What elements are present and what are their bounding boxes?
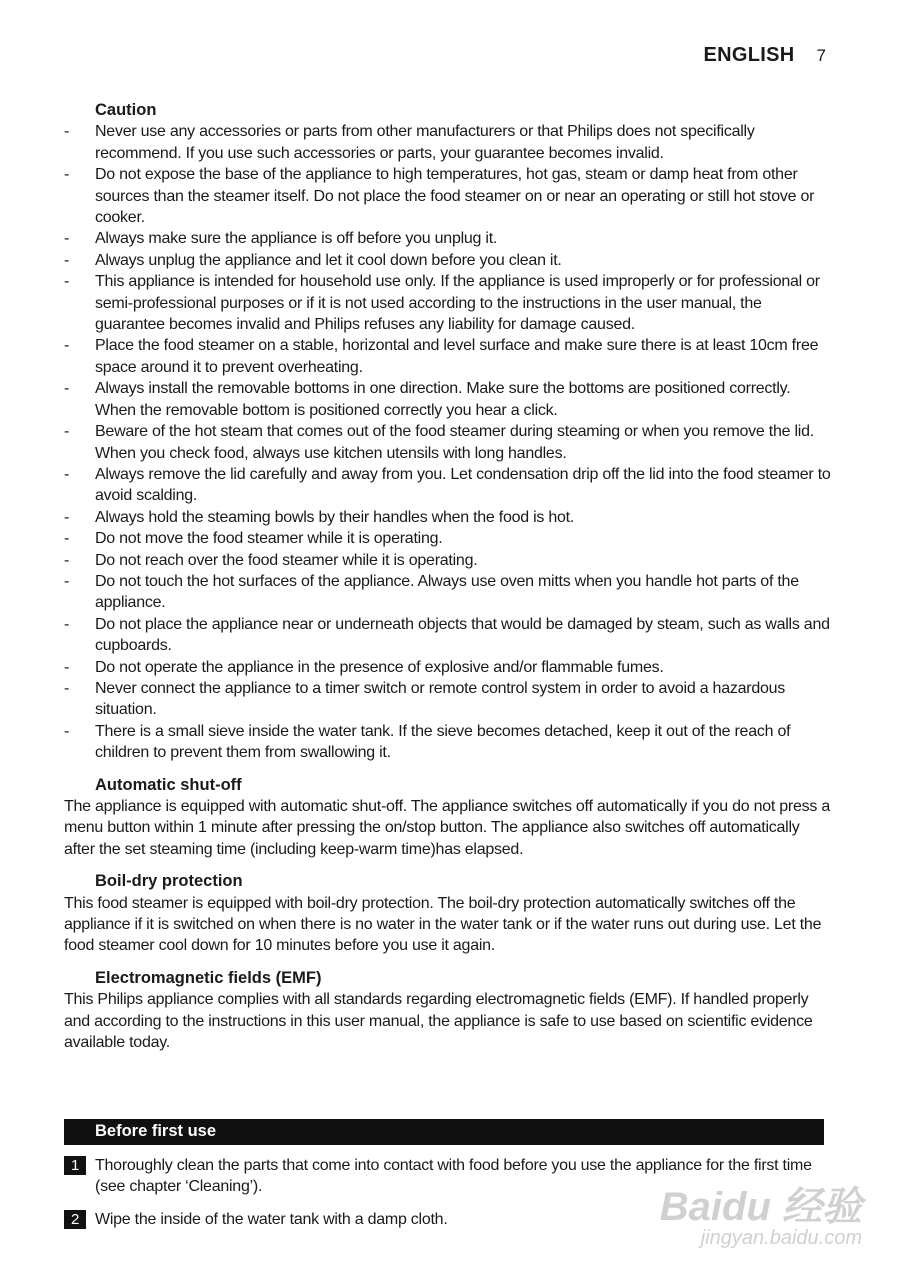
- baidu-watermark: [660, 1187, 862, 1250]
- caution-item: - Do not touch the hot surfaces of the appliance. Always use oven mitts when you handle hot parts of the appliance.: [64, 572, 799, 612]
- caution-item: - Always install the removable bottoms in one direction. Make sure the bottoms are positioned correctly. When the removable bottom is positioned correctly you hear a click.: [64, 380, 791, 419]
- boildry-section: [64, 871, 834, 957]
- caution-item: - Do not operate the appliance in the presence of explosive and/or flammable fumes.: [64, 658, 664, 676]
- language-label: ENGLISH: [703, 44, 795, 66]
- caution-item: - Do not place the appliance near or underneath objects that would be damaged by steam, such as walls and cupboards.: [64, 615, 830, 655]
- emf-text: This Philips appliance complies with all standards regarding electromagnetic fields (EMF). If handled properly and according to the instructions in this user manual, the appliance is safe to use based on scientific evidence available today.: [64, 991, 813, 1052]
- page-header: [704, 44, 826, 67]
- caution-item: - There is a small sieve inside the water tank. If the sieve becomes detached, keep it out of the reach of children to prevent them from swallowing it.: [64, 722, 791, 762]
- main-content: [64, 100, 834, 1053]
- caution-heading: Caution: [95, 101, 157, 119]
- watermark-url: jingyan.baidu.com: [700, 1227, 862, 1249]
- shutoff-heading: Automatic shut-off: [95, 775, 242, 794]
- first-use-heading: Before first use: [95, 1122, 217, 1140]
- boildry-text: This food steamer is equipped with boil-dry protection. The boil-dry protection automatically switches off the appliance if it is switched on when there is no water in the water tank or if the water runs out during use. Let the food steamer cool down for 10 minutes before you use it again.: [64, 894, 822, 955]
- shutoff-section: [64, 775, 834, 861]
- caution-item: - Always remove the lid carefully and away from you. Let condensation drip off the lid into the food steamer to avoid scalding.: [64, 465, 831, 505]
- caution-item: - Always unplug the appliance and let it cool down before you clean it.: [64, 251, 562, 269]
- emf-section: [64, 968, 834, 1054]
- watermark-logo: Baidu 经验: [659, 1185, 862, 1229]
- emf-heading: Electromagnetic fields (EMF): [95, 968, 322, 987]
- caution-item: - Beware of the hot steam that comes out of the food steamer during steaming or when you remove the lid. When you check food, always use kitchen utensils with long handles.: [64, 423, 814, 462]
- caution-item: - Always hold the steaming bowls by their handles when the food is hot.: [64, 508, 575, 526]
- caution-list: [64, 121, 834, 763]
- caution-item: - Do not reach over the food steamer while it is operating.: [64, 551, 478, 569]
- step-number: 2: [64, 1210, 86, 1229]
- caution-item: - Do not move the food steamer while it is operating.: [64, 530, 443, 548]
- shutoff-text: The appliance is equipped with automatic shut-off. The appliance switches off automatically if you do not press a menu button within 1 minute after pressing the on/stop button. The appliance also switches off automatically after the set steaming time (including keep-warm time)has elapsed.: [64, 798, 830, 858]
- caution-item: - Never use any accessories or parts from other manufacturers or that Philips does not specifically recommend. If you use such accessories or parts, your guarantee becomes invalid.: [64, 123, 755, 162]
- step-number: 1: [64, 1156, 86, 1175]
- step-text: Wipe the inside of the water tank with a damp cloth.: [95, 1211, 448, 1228]
- caution-item: - This appliance is intended for household use only. If the appliance is used improperly or for professional or semi-professional purposes or if it is not used according to the instructions in the user manual, the guarantee becomes invalid and Philips refuses any liability for damage caused.: [64, 273, 820, 334]
- page-number: 7: [816, 46, 826, 65]
- section-banner: [64, 1119, 824, 1145]
- boildry-heading: Boil-dry protection: [95, 872, 243, 891]
- step-text: Thoroughly clean the parts that come into contact with food before you use the appliance for the first time (see chapter ‘Cleaning’).: [95, 1157, 812, 1196]
- caution-item: - Do not expose the base of the appliance to high temperatures, hot gas, steam or damp heat from other sources than the steamer itself. Do not place the food steamer on or near an operating or still hot stove or cooker.: [64, 166, 815, 227]
- caution-item: - Never connect the appliance to a timer switch or remote control system in order to avoid a hazardous situation.: [64, 679, 786, 719]
- caution-item: - Place the food steamer on a stable, horizontal and level surface and make sure there is at least 10cm free space around it to prevent overheating.: [64, 337, 819, 376]
- caution-item: - Always make sure the appliance is off before you unplug it.: [64, 230, 498, 248]
